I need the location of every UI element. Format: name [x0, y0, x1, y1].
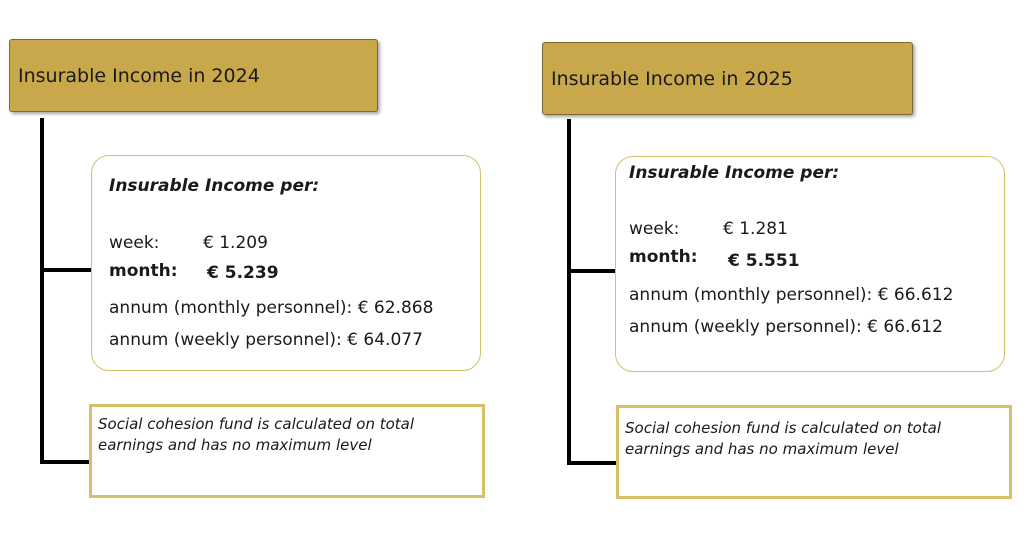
annum-monthly: annum (monthly personnel): € 66.612 [629, 285, 954, 305]
panel-2025 [512, 0, 1024, 538]
connector-vertical [567, 119, 571, 465]
month-label: month: [629, 247, 698, 267]
annum-weekly: annum (weekly personnel): € 66.612 [629, 317, 943, 337]
week-value: € 1.281 [723, 219, 788, 239]
header-2025 [542, 42, 913, 115]
info-box-2025 [615, 156, 1005, 372]
note-text: Social cohesion fund is calculated on total earnings and has no maximum level [625, 419, 942, 458]
connector-to-info [40, 268, 92, 272]
month-value: € 5.239 [207, 263, 279, 283]
annum-monthly: annum (monthly personnel): € 62.868 [109, 298, 434, 318]
connector-vertical [40, 118, 44, 464]
note-box-2025 [616, 405, 1012, 499]
note-box-2024 [89, 404, 485, 498]
connector-to-info [567, 269, 619, 273]
week-label: week: [109, 233, 160, 253]
note-text: Social cohesion fund is calculated on total earnings and has no maximum level [98, 415, 415, 454]
connector-to-note [40, 460, 92, 464]
info-heading: Insurable Income per: [629, 163, 840, 183]
info-heading: Insurable Income per: [109, 176, 320, 196]
month-value: € 5.551 [728, 251, 800, 271]
week-value: € 1.209 [203, 233, 268, 253]
week-label: week: [629, 219, 680, 239]
header-title: Insurable Income in 2024 [18, 64, 260, 87]
header-title: Insurable Income in 2025 [551, 67, 793, 90]
annum-weekly: annum (weekly personnel): € 64.077 [109, 330, 423, 350]
month-label: month: [109, 261, 178, 281]
connector-to-note [567, 461, 621, 465]
info-box-2024 [91, 155, 481, 371]
header-2024 [9, 39, 378, 112]
